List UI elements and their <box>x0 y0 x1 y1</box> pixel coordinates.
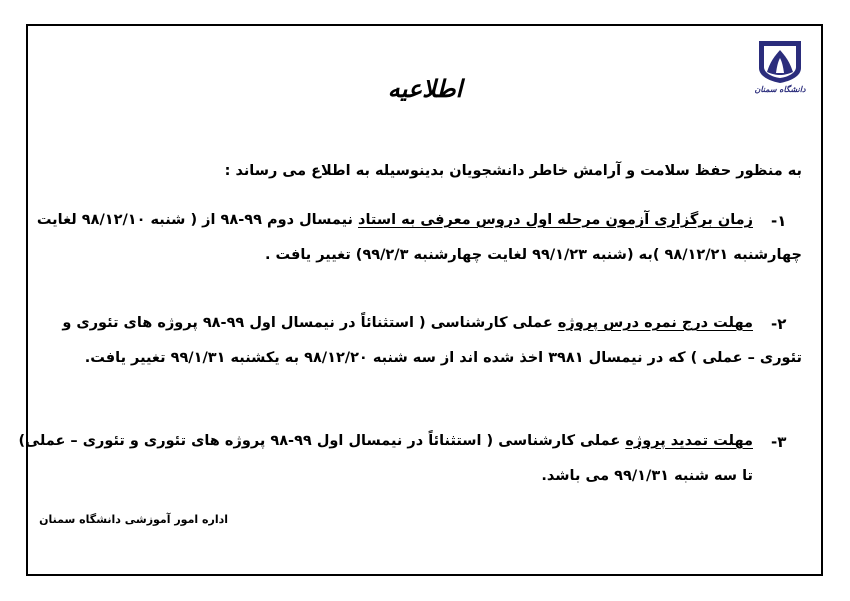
item-2-line-1 <box>62 315 753 331</box>
item-1-underlined-text: زمان برگزاری آزمون مرحله اول دروس معرفی به استاد <box>358 212 753 228</box>
intro-text: به منظور حفظ سلامت و آرامش خاطر دانشجویان بدینوسیله به اطلاع می رساند : <box>224 163 802 179</box>
item-3-line-1 <box>19 433 753 449</box>
item-2-line-2: تئوری – عملی ) که در نیمسال ۳۹۸۱ اخذ شده اند از سه شنبه ۹۸/۱۲/۲۰ به یکشنبه ۹۹/۱/۳۱ تغییر یافت. <box>84 350 802 366</box>
item-2-number: -۲ <box>771 315 787 333</box>
item-3-underlined-text: مهلت تمدید پروژه <box>625 433 753 449</box>
university-emblem-icon <box>755 38 805 84</box>
item-3-line-1-rest: عملی کارشناسی ( استثنائاً در نیمسال اول ۹۹-۹۸ پروژه های تئوری و تئوری – عملی) <box>18 433 626 449</box>
university-logo <box>755 38 805 104</box>
item-1-line-1 <box>37 212 753 228</box>
logo-text: دانشگاه سمنان <box>754 85 806 94</box>
item-1-line-1-rest: نیمسال دوم ۹۹-۹۸ از ( شنبه ۹۸/۱۲/۱۰ لغایت <box>36 212 359 228</box>
item-1-number: -۱ <box>771 212 787 230</box>
footer-signature: اداره امور آموزشی دانشگاه سمنان <box>39 513 228 526</box>
document-frame <box>26 24 823 576</box>
item-2-line-1-rest: عملی کارشناسی ( استثنائاً در نیمسال اول ۹۹-۹۸ پروژه های تئوری و <box>62 315 558 331</box>
item-3-line-2: تا سه شنبه ۹۹/۱/۳۱ می باشد. <box>541 468 753 484</box>
item-3-number: -۳ <box>771 433 787 451</box>
item-2-underlined-text: مهلت درج نمره درس پروژه <box>557 315 753 331</box>
item-1-line-2: چهارشنبه ۹۸/۱۲/۲۱ )به (شنبه ۹۹/۱/۲۳ لغایت چهارشنبه ۹۹/۲/۳) تغییر یافت . <box>264 247 802 263</box>
page-title: اطلاعیه <box>387 74 463 103</box>
